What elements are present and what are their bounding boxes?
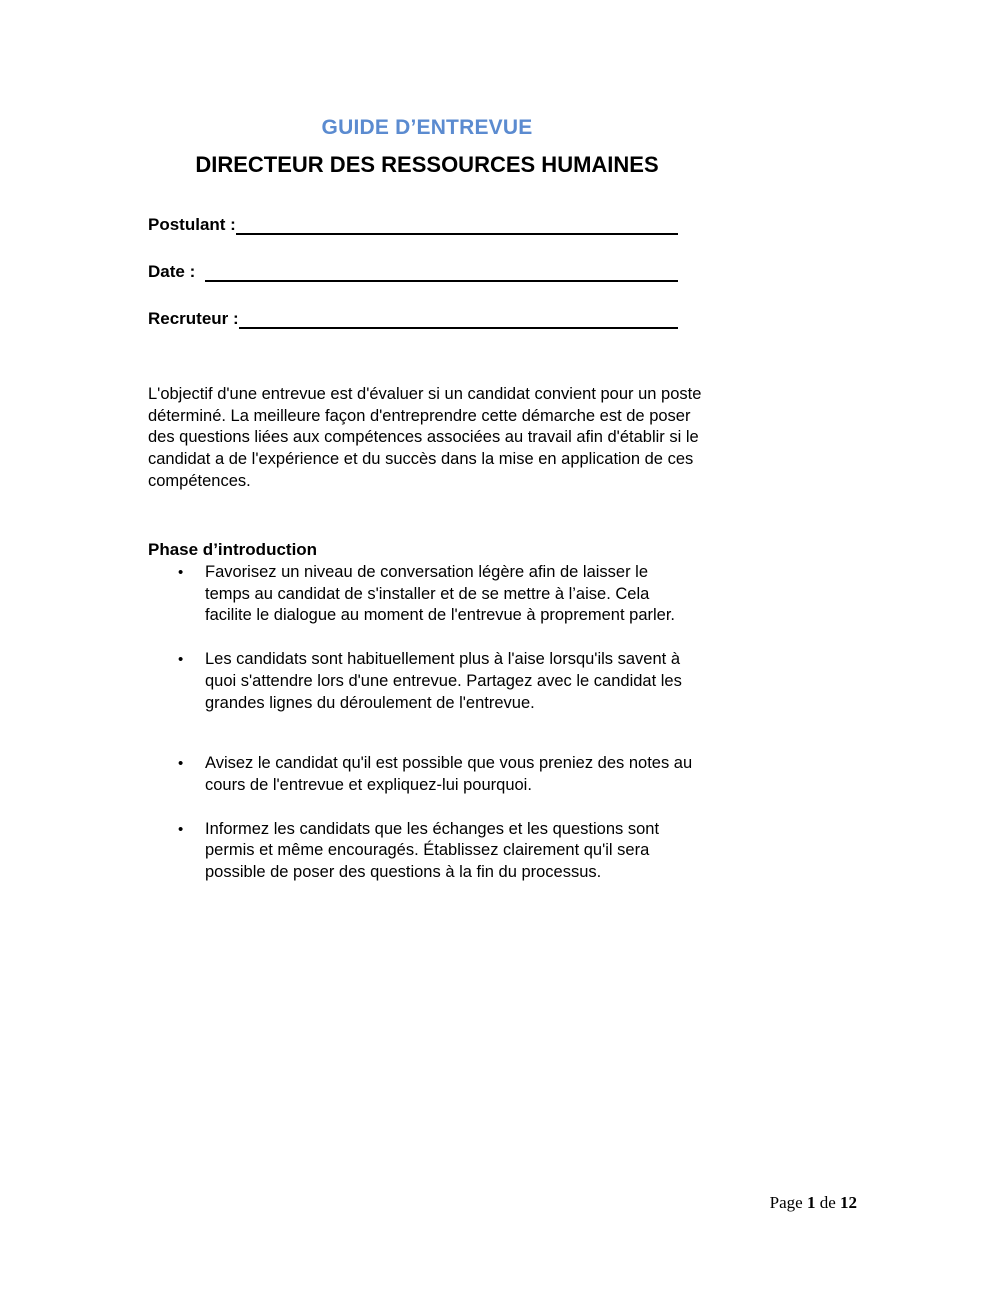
footer-page-word: Page bbox=[769, 1193, 803, 1212]
field-date bbox=[148, 261, 678, 282]
field-postulant bbox=[148, 214, 678, 235]
field-recruteur bbox=[148, 308, 678, 329]
bullet-text: Favorisez un niveau de conversation légère afin de laisser le temps au candidat de s'installer et de se mettre à l’aise. Cela facilite le dialogue au moment de l'entrevue à proprement parler. bbox=[205, 563, 676, 625]
field-date-blank-line bbox=[205, 261, 678, 282]
field-recruteur-label: Recruteur : bbox=[148, 309, 239, 328]
title-block bbox=[148, 116, 706, 177]
footer-of-word: de bbox=[819, 1193, 836, 1212]
bullet-list bbox=[148, 562, 708, 906]
document-title: GUIDE D’ENTREVUE bbox=[321, 116, 533, 139]
bullet-item bbox=[148, 753, 708, 796]
bullet-icon: • bbox=[178, 820, 184, 838]
bullet-text: Avisez le candidat qu'il est possible que vous preniez des notes au cours de l'entrevue et expliquez-lui pourquoi. bbox=[205, 754, 693, 794]
bullet-icon: • bbox=[178, 651, 184, 669]
field-postulant-blank-line bbox=[236, 214, 678, 235]
bullet-text: Les candidats sont habituellement plus à l'aise lorsqu'ils savent à quoi s'attendre lors d'une entrevue. Partagez avec le candidat les grandes lignes du déroulement de l'entrevue. bbox=[205, 650, 682, 712]
form-fields bbox=[148, 214, 678, 355]
document-subtitle: DIRECTEUR DES RESSOURCES HUMAINES bbox=[195, 152, 659, 178]
bullet-item bbox=[148, 649, 708, 714]
bullet-icon: • bbox=[178, 755, 184, 773]
footer-total-pages: 12 bbox=[840, 1193, 857, 1212]
page-footer bbox=[770, 1193, 857, 1213]
field-date-label: Date : bbox=[148, 262, 196, 281]
bullet-item bbox=[148, 819, 708, 884]
section-heading-phase-introduction: Phase d’introduction bbox=[148, 540, 318, 559]
field-postulant-label: Postulant : bbox=[148, 215, 236, 234]
footer-page-number: 1 bbox=[806, 1193, 816, 1212]
field-recruteur-blank-line bbox=[239, 308, 678, 329]
bullet-icon: • bbox=[178, 564, 184, 581]
bullet-item bbox=[148, 562, 708, 627]
bullet-text: Informez les candidats que les échanges et les questions sont permis et même encouragés. Établissez clairement qu'il sera possible de poser des questions à la fin du processus. bbox=[205, 819, 660, 882]
intro-paragraph: L'objectif d'une entrevue est d'évaluer si un candidat convient pour un poste déterminé. La meilleure façon d'entreprendre cette démarche est de poser des questions liées aux compétences associées au travail afin d'établir si le candidat a de l'expérience et du succès dans la mise en application de ces compétences. bbox=[148, 385, 702, 490]
